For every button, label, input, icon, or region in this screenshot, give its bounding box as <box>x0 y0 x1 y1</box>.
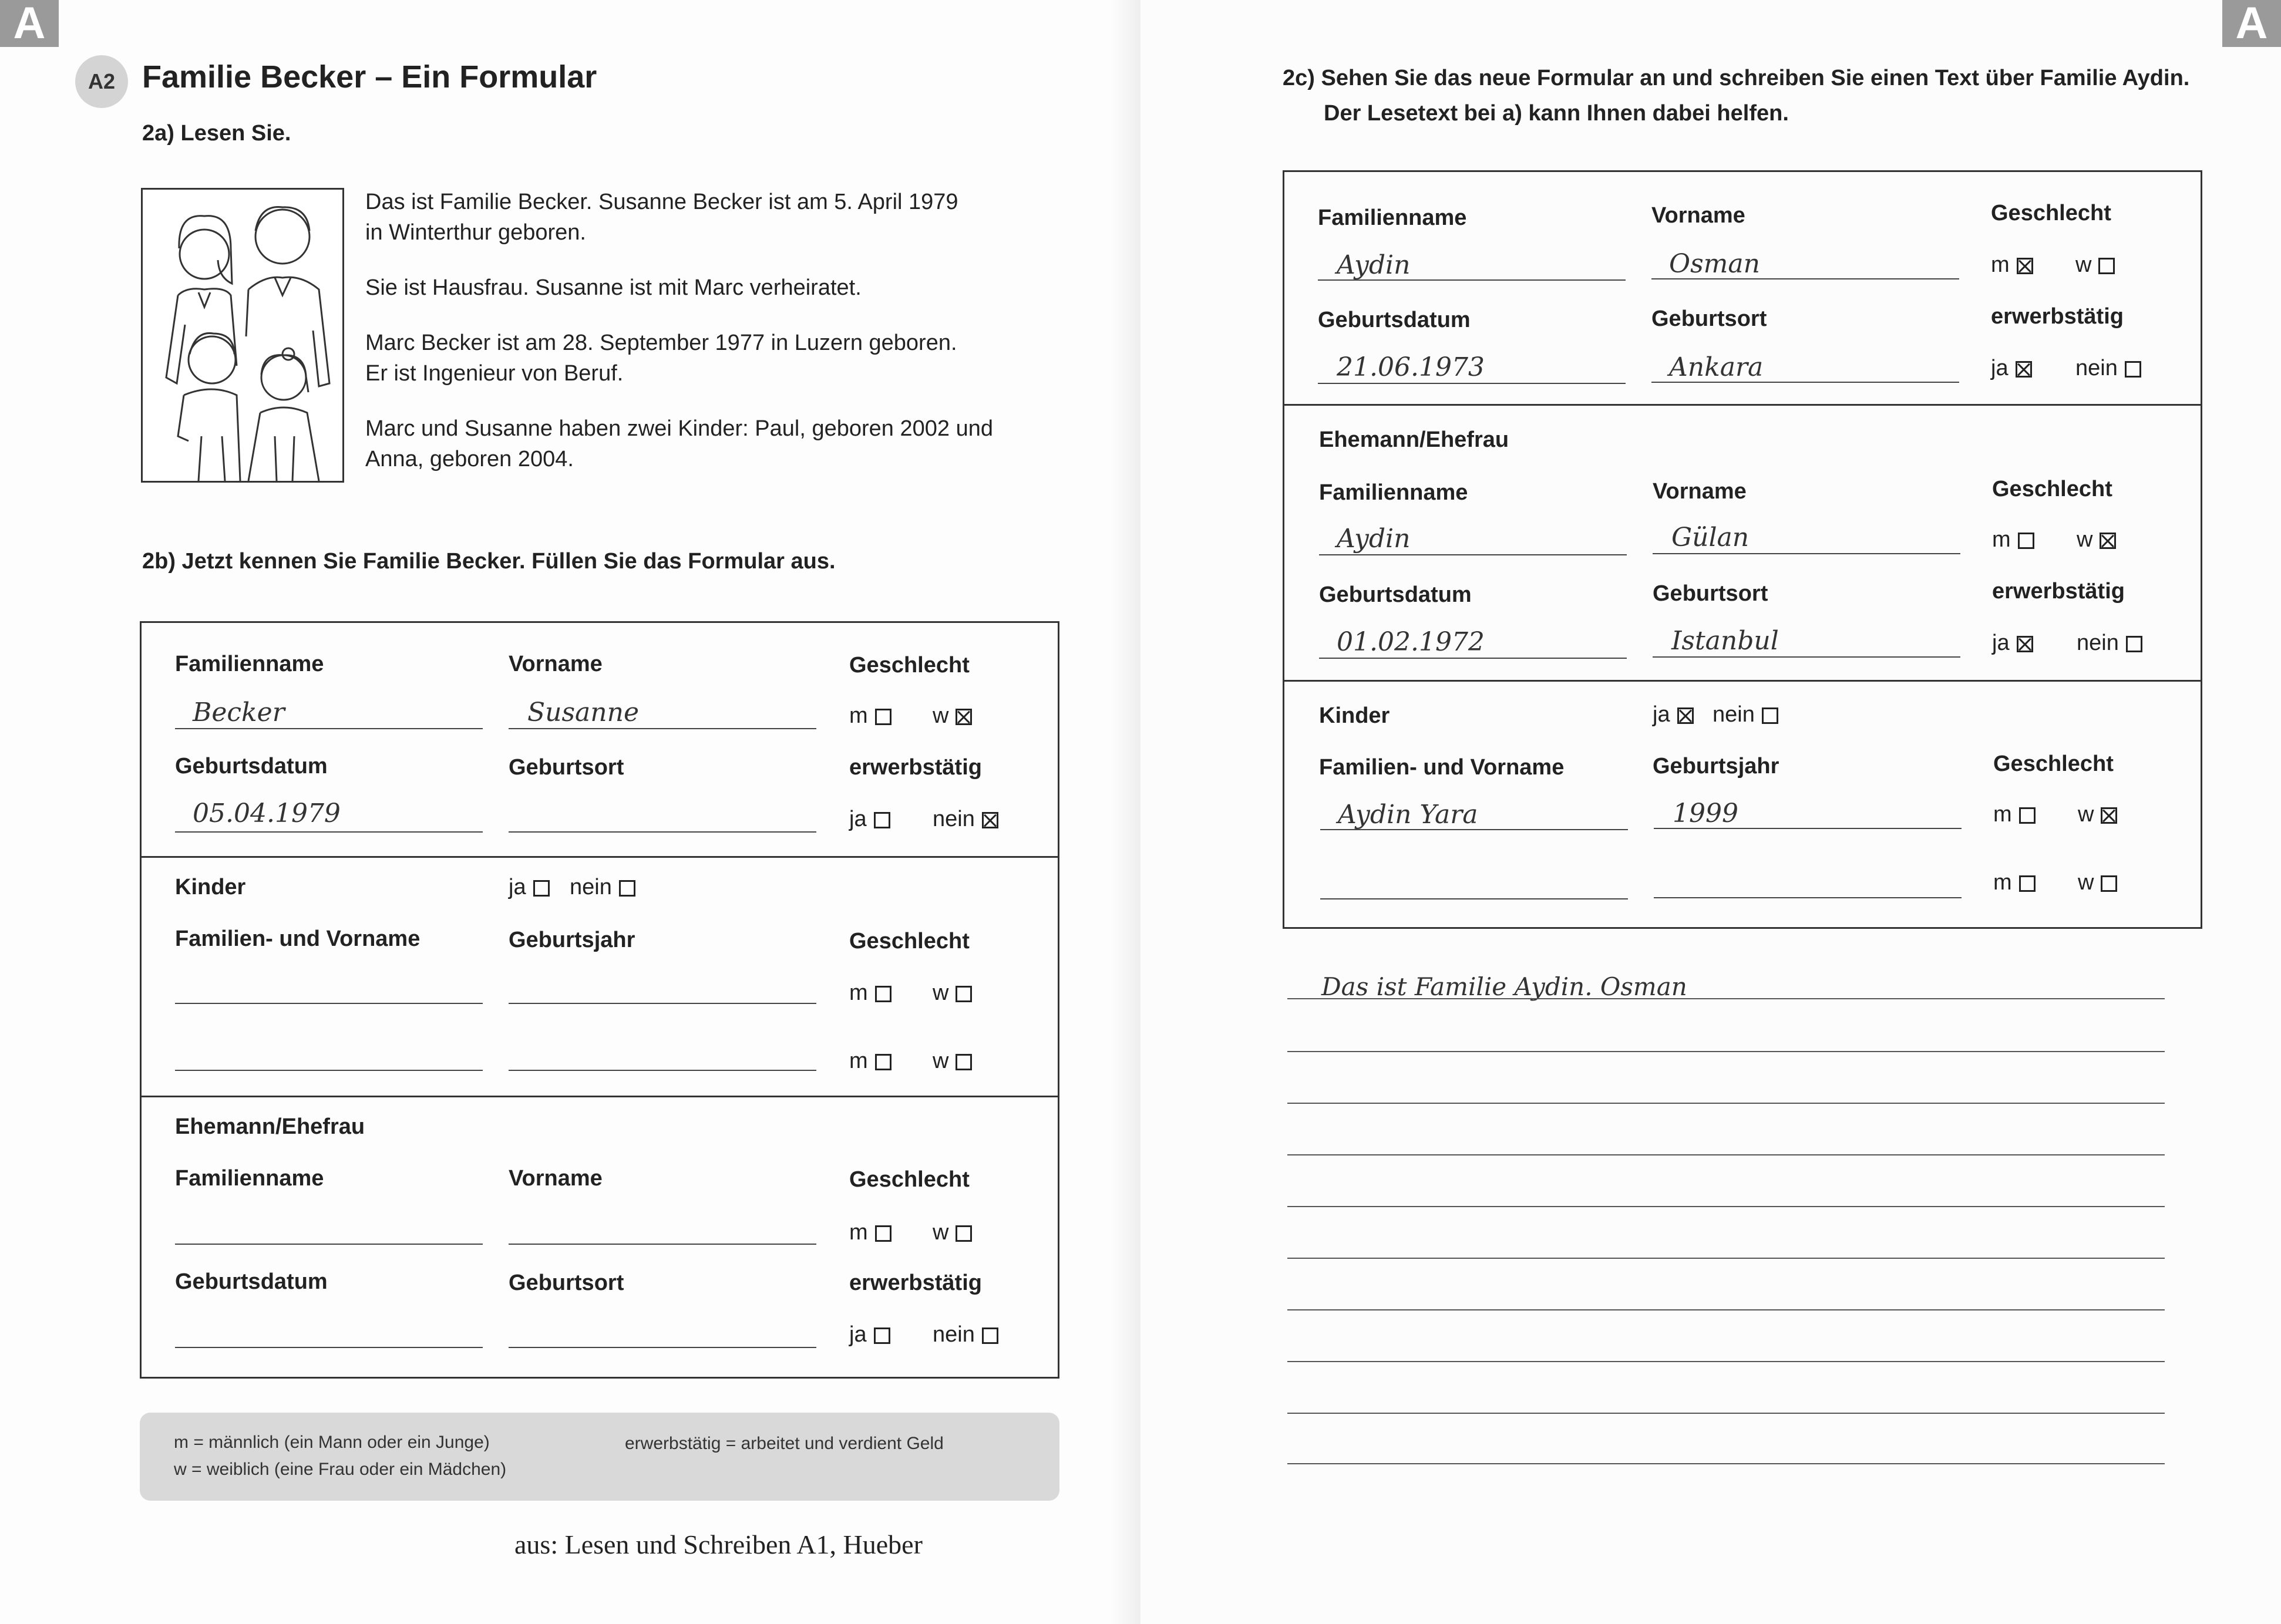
writing-line[interactable] <box>1287 1206 2165 1207</box>
reading-text <box>365 187 993 474</box>
label-erwerbstaetig: erwerbstätig <box>1992 579 2125 604</box>
partner-geburtsort-field[interactable] <box>1653 656 1960 658</box>
partner-vorname-field[interactable] <box>509 1244 816 1245</box>
checkbox-nein[interactable] <box>2126 636 2142 652</box>
kind-jahr-field[interactable] <box>509 1003 816 1004</box>
option-label: m <box>1991 252 2010 277</box>
option-label: ja <box>1991 356 2009 380</box>
label-geburtsort: Geburtsort <box>1653 581 1768 606</box>
option-label: m <box>849 1220 868 1245</box>
checkbox-w-checked[interactable] <box>2100 533 2116 549</box>
checkbox-m[interactable] <box>875 1225 891 1242</box>
family-illustration <box>141 188 344 483</box>
checkbox-m-checked[interactable] <box>2017 258 2033 274</box>
checkbox-w[interactable] <box>2098 258 2115 274</box>
option-label: nein <box>933 807 975 831</box>
writing-line[interactable] <box>1287 1258 2165 1259</box>
checkbox-ja[interactable] <box>533 880 550 897</box>
kind-name-field[interactable] <box>175 1003 483 1004</box>
label-kinder: Kinder <box>175 875 246 899</box>
task-2b: 2b) Jetzt kennen Sie Familie Becker. Füllen Sie das Formular aus. <box>142 549 836 574</box>
label-geburtsdatum: Geburtsdatum <box>175 754 328 779</box>
checkbox-w-checked[interactable] <box>956 709 972 725</box>
option-label: w <box>933 981 949 1005</box>
geburtsdatum-field[interactable] <box>1318 383 1626 384</box>
kind-w-option[interactable] <box>933 981 972 1006</box>
reading-line: Marc und Susanne haben zwei Kinder: Paul, geboren 2002 und <box>365 416 993 441</box>
page-title: Familie Becker – Ein Formular <box>142 59 597 95</box>
source-citation: aus: Lesen und Schreiben A1, Hueber <box>514 1529 923 1559</box>
reading-line: Marc Becker ist am 28. September 1977 in Luzern geboren. <box>365 331 957 355</box>
vorname-field[interactable] <box>1651 278 1959 279</box>
label-familienname: Familienname <box>175 652 324 676</box>
kind-m-option[interactable] <box>1993 802 2036 827</box>
erwerb-nein-option[interactable] <box>933 807 998 832</box>
option-label: w <box>2078 802 2094 827</box>
writing-line[interactable] <box>1287 998 2165 999</box>
kind-w-option[interactable] <box>2078 802 2117 827</box>
partner-w-option[interactable] <box>933 1220 972 1245</box>
checkbox-w-checked[interactable] <box>2101 807 2117 824</box>
label-geburtsdatum: Geburtsdatum <box>1319 582 1472 607</box>
partner-ja-option[interactable] <box>849 1322 890 1347</box>
partner-ja-option[interactable] <box>1992 631 2033 656</box>
kinder-ja-option[interactable] <box>509 875 550 900</box>
partner-w-option[interactable] <box>2077 527 2116 552</box>
form-divider <box>1283 680 2202 682</box>
checkbox-w[interactable] <box>2101 875 2117 892</box>
kind-name-field[interactable] <box>1320 898 1628 899</box>
label-vorname: Vorname <box>509 1166 603 1191</box>
checkbox-m[interactable] <box>875 986 891 1002</box>
label-geschlecht: Geschlecht <box>1992 477 2112 501</box>
writing-line[interactable] <box>1287 1463 2165 1464</box>
option-label: ja <box>1992 631 2010 655</box>
label-ehemann-ehefrau: Ehemann/Ehefrau <box>175 1114 365 1139</box>
reading-line: Sie ist Hausfrau. Susanne ist mit Marc verheiratet. <box>365 275 862 300</box>
legend-erwerbstaetig: erwerbstätig = arbeitet und verdient Geld <box>625 1434 944 1453</box>
option-label: w <box>2075 252 2092 277</box>
kind-name-field[interactable] <box>1320 829 1628 830</box>
kind-w-option[interactable] <box>2078 870 2117 895</box>
kind-jahr-value: 1999 <box>1673 798 1738 828</box>
geschlecht-m-option[interactable] <box>1991 252 2033 278</box>
section-tab-left: A <box>0 0 59 47</box>
option-label: m <box>1993 870 2012 895</box>
option-label: w <box>2077 527 2093 552</box>
legend-w: w = weiblich (eine Frau oder ein Mädchen) <box>174 1460 507 1479</box>
kind-m-option[interactable] <box>849 1049 891 1074</box>
geburtsort-field[interactable] <box>509 831 816 833</box>
aydin-geburtsdatum-value: 21.06.1973 <box>1337 352 1485 382</box>
checkbox-nein[interactable] <box>982 1327 998 1344</box>
option-label: nein <box>2075 356 2118 380</box>
label-geschlecht: Geschlecht <box>849 929 970 953</box>
label-geburtsort: Geburtsort <box>509 755 624 780</box>
becker-geburtsdatum-value: 05.04.1979 <box>193 798 341 828</box>
option-label: ja <box>1653 702 1670 727</box>
checkbox-nein[interactable] <box>2125 361 2141 378</box>
checkbox-nein-checked[interactable] <box>982 812 998 828</box>
label-familienname: Familienname <box>1318 205 1467 230</box>
checkbox-nein[interactable] <box>619 880 635 897</box>
kind-jahr-field[interactable] <box>1654 828 1962 829</box>
writing-line[interactable] <box>1287 1154 2165 1155</box>
label-geburtsort: Geburtsort <box>509 1271 624 1295</box>
task-2c: 2c) Sehen Sie das neue Formular an und schreiben Sie einen Text über Familie Aydin. <box>1283 66 2190 90</box>
partner-nein-option[interactable] <box>933 1322 998 1347</box>
checkbox-ja-checked[interactable] <box>2017 636 2033 652</box>
kind-jahr-field[interactable] <box>1654 897 1962 898</box>
writing-line[interactable] <box>1287 1361 2165 1362</box>
partner-geburtsort-field[interactable] <box>509 1347 816 1348</box>
exercise-badge: A2 <box>75 55 128 108</box>
checkbox-m[interactable] <box>875 1054 891 1070</box>
task-2a: 2a) Lesen Sie. <box>142 121 291 146</box>
label-familien-und-vorname: Familien- und Vorname <box>175 926 420 951</box>
familienname-field[interactable] <box>175 728 483 729</box>
label-familienname: Familienname <box>1319 480 1468 505</box>
label-geschlecht: Geschlecht <box>1991 201 2111 225</box>
writing-line[interactable] <box>1287 1309 2165 1310</box>
erwerb-nein-option[interactable] <box>2075 356 2141 381</box>
kind-m-option[interactable] <box>849 981 891 1006</box>
checkbox-ja[interactable] <box>874 1327 890 1344</box>
vorname-field[interactable] <box>509 728 816 729</box>
kind-w-option[interactable] <box>933 1049 972 1074</box>
answer-text: Das ist Familie Aydin. Osman <box>1321 972 1687 1001</box>
option-label: m <box>849 1049 868 1073</box>
form-divider <box>140 1096 1059 1097</box>
partner-familienname-field[interactable] <box>175 1244 483 1245</box>
option-label: nein <box>570 875 612 899</box>
label-vorname: Vorname <box>509 652 603 676</box>
label-erwerbstaetig: erwerbstätig <box>849 1271 982 1295</box>
left-page <box>0 0 1140 1624</box>
checkbox-m[interactable] <box>2018 533 2034 549</box>
label-geschlecht: Geschlecht <box>849 653 970 678</box>
legend-box <box>140 1413 1059 1501</box>
kind-name-field[interactable] <box>175 1070 483 1071</box>
option-label: nein <box>2077 631 2119 655</box>
label-geburtsjahr: Geburtsjahr <box>1653 754 1779 779</box>
checkbox-m[interactable] <box>875 709 891 725</box>
label-erwerbstaetig: erwerbstätig <box>849 755 982 780</box>
option-label: nein <box>933 1322 975 1347</box>
label-kinder: Kinder <box>1319 703 1390 728</box>
label-geburtsjahr: Geburtsjahr <box>509 928 635 952</box>
checkbox-w[interactable] <box>956 1225 972 1242</box>
partner-m-option[interactable] <box>1992 527 2034 552</box>
kinder-nein-option[interactable] <box>1713 702 1778 727</box>
aydin-familienname-value: Aydin <box>1337 250 1411 280</box>
label-vorname: Vorname <box>1653 479 1747 504</box>
becker-familienname-value: Becker <box>193 698 285 727</box>
family-drawing <box>143 190 342 481</box>
checkbox-ja-checked[interactable] <box>2016 361 2032 378</box>
option-label: ja <box>509 875 526 899</box>
geburtsort-field[interactable] <box>1651 382 1959 383</box>
checkbox-ja-checked[interactable] <box>1677 707 1694 724</box>
option-label: w <box>2078 870 2094 895</box>
option-label: m <box>849 703 868 728</box>
option-label: w <box>933 1220 949 1245</box>
option-label: m <box>1992 527 2011 552</box>
label-ehemann-ehefrau: Ehemann/Ehefrau <box>1319 427 1509 452</box>
form-becker <box>140 621 1059 1379</box>
kinder-ja-option[interactable] <box>1653 702 1694 727</box>
option-label: ja <box>849 1322 867 1347</box>
erwerb-ja-option[interactable] <box>849 807 890 832</box>
checkbox-w[interactable] <box>956 986 972 1002</box>
option-label: m <box>849 981 868 1005</box>
label-geschlecht: Geschlecht <box>849 1167 970 1192</box>
option-label: w <box>933 703 949 728</box>
partner-geburtsdatum-field[interactable] <box>175 1347 483 1348</box>
label-familien-und-vorname: Familien- und Vorname <box>1319 755 1565 780</box>
erwerb-ja-option[interactable] <box>1991 356 2032 381</box>
reading-line: Er ist Ingenieur von Beruf. <box>365 361 624 386</box>
form-divider <box>1283 404 2202 406</box>
kinder-nein-option[interactable] <box>570 875 635 900</box>
checkbox-m[interactable] <box>2019 875 2036 892</box>
checkbox-ja[interactable] <box>874 812 890 828</box>
option-label: m <box>1993 802 2012 827</box>
task-2c-hint: Der Lesetext bei a) kann Ihnen dabei helfen. <box>1324 101 1789 126</box>
aydin-vorname-value: Osman <box>1669 249 1760 279</box>
familienname-field[interactable] <box>1318 279 1626 281</box>
legend-m: m = männlich (ein Mann oder ein Junge) <box>174 1433 490 1452</box>
kind-name-value: Aydin Yara <box>1338 800 1478 830</box>
option-label: nein <box>1713 702 1755 727</box>
partner-familienname-value: Aydin <box>1337 524 1411 554</box>
geburtsdatum-field[interactable] <box>175 831 483 833</box>
geschlecht-w-option[interactable] <box>933 703 972 729</box>
label-geburtsdatum: Geburtsdatum <box>175 1269 328 1294</box>
partner-geburtsdatum-field[interactable] <box>1319 658 1627 659</box>
label-vorname: Vorname <box>1651 203 1745 228</box>
checkbox-nein[interactable] <box>1762 707 1778 724</box>
label-geburtsdatum: Geburtsdatum <box>1318 308 1471 332</box>
partner-m-option[interactable] <box>849 1220 891 1245</box>
partner-geburtsdatum-value: 01.02.1972 <box>1337 627 1485 657</box>
writing-line[interactable] <box>1287 1103 2165 1104</box>
right-page <box>1140 0 2281 1624</box>
label-familienname: Familienname <box>175 1166 324 1191</box>
geschlecht-m-option[interactable] <box>849 703 891 729</box>
option-label: ja <box>849 807 867 831</box>
reading-line: Das ist Familie Becker. Susanne Becker ist am 5. April 1979 <box>365 190 958 214</box>
partner-geburtsort-value: Istanbul <box>1671 626 1779 656</box>
label-geschlecht: Geschlecht <box>1993 752 2114 776</box>
option-label: w <box>933 1049 949 1073</box>
aydin-geburtsort-value: Ankara <box>1669 352 1764 382</box>
label-erwerbstaetig: erwerbstätig <box>1991 304 2124 329</box>
label-geburtsort: Geburtsort <box>1651 306 1767 331</box>
writing-line[interactable] <box>1287 1051 2165 1052</box>
reading-line: in Winterthur geboren. <box>365 220 586 245</box>
kind-jahr-field[interactable] <box>509 1070 816 1071</box>
section-tab-right: A <box>2222 0 2281 47</box>
partner-vorname-field[interactable] <box>1653 553 1960 554</box>
reading-line: Anna, geboren 2004. <box>365 447 574 471</box>
partner-vorname-value: Gülan <box>1671 523 1750 552</box>
geschlecht-w-option[interactable] <box>2075 252 2115 278</box>
kind-m-option[interactable] <box>1993 870 2036 895</box>
partner-familienname-field[interactable] <box>1319 554 1627 555</box>
form-divider <box>140 856 1059 858</box>
checkbox-w[interactable] <box>956 1054 972 1070</box>
checkbox-m[interactable] <box>2019 807 2036 824</box>
writing-line[interactable] <box>1287 1413 2165 1414</box>
partner-nein-option[interactable] <box>2077 631 2142 656</box>
becker-vorname-value: Susanne <box>527 698 640 727</box>
